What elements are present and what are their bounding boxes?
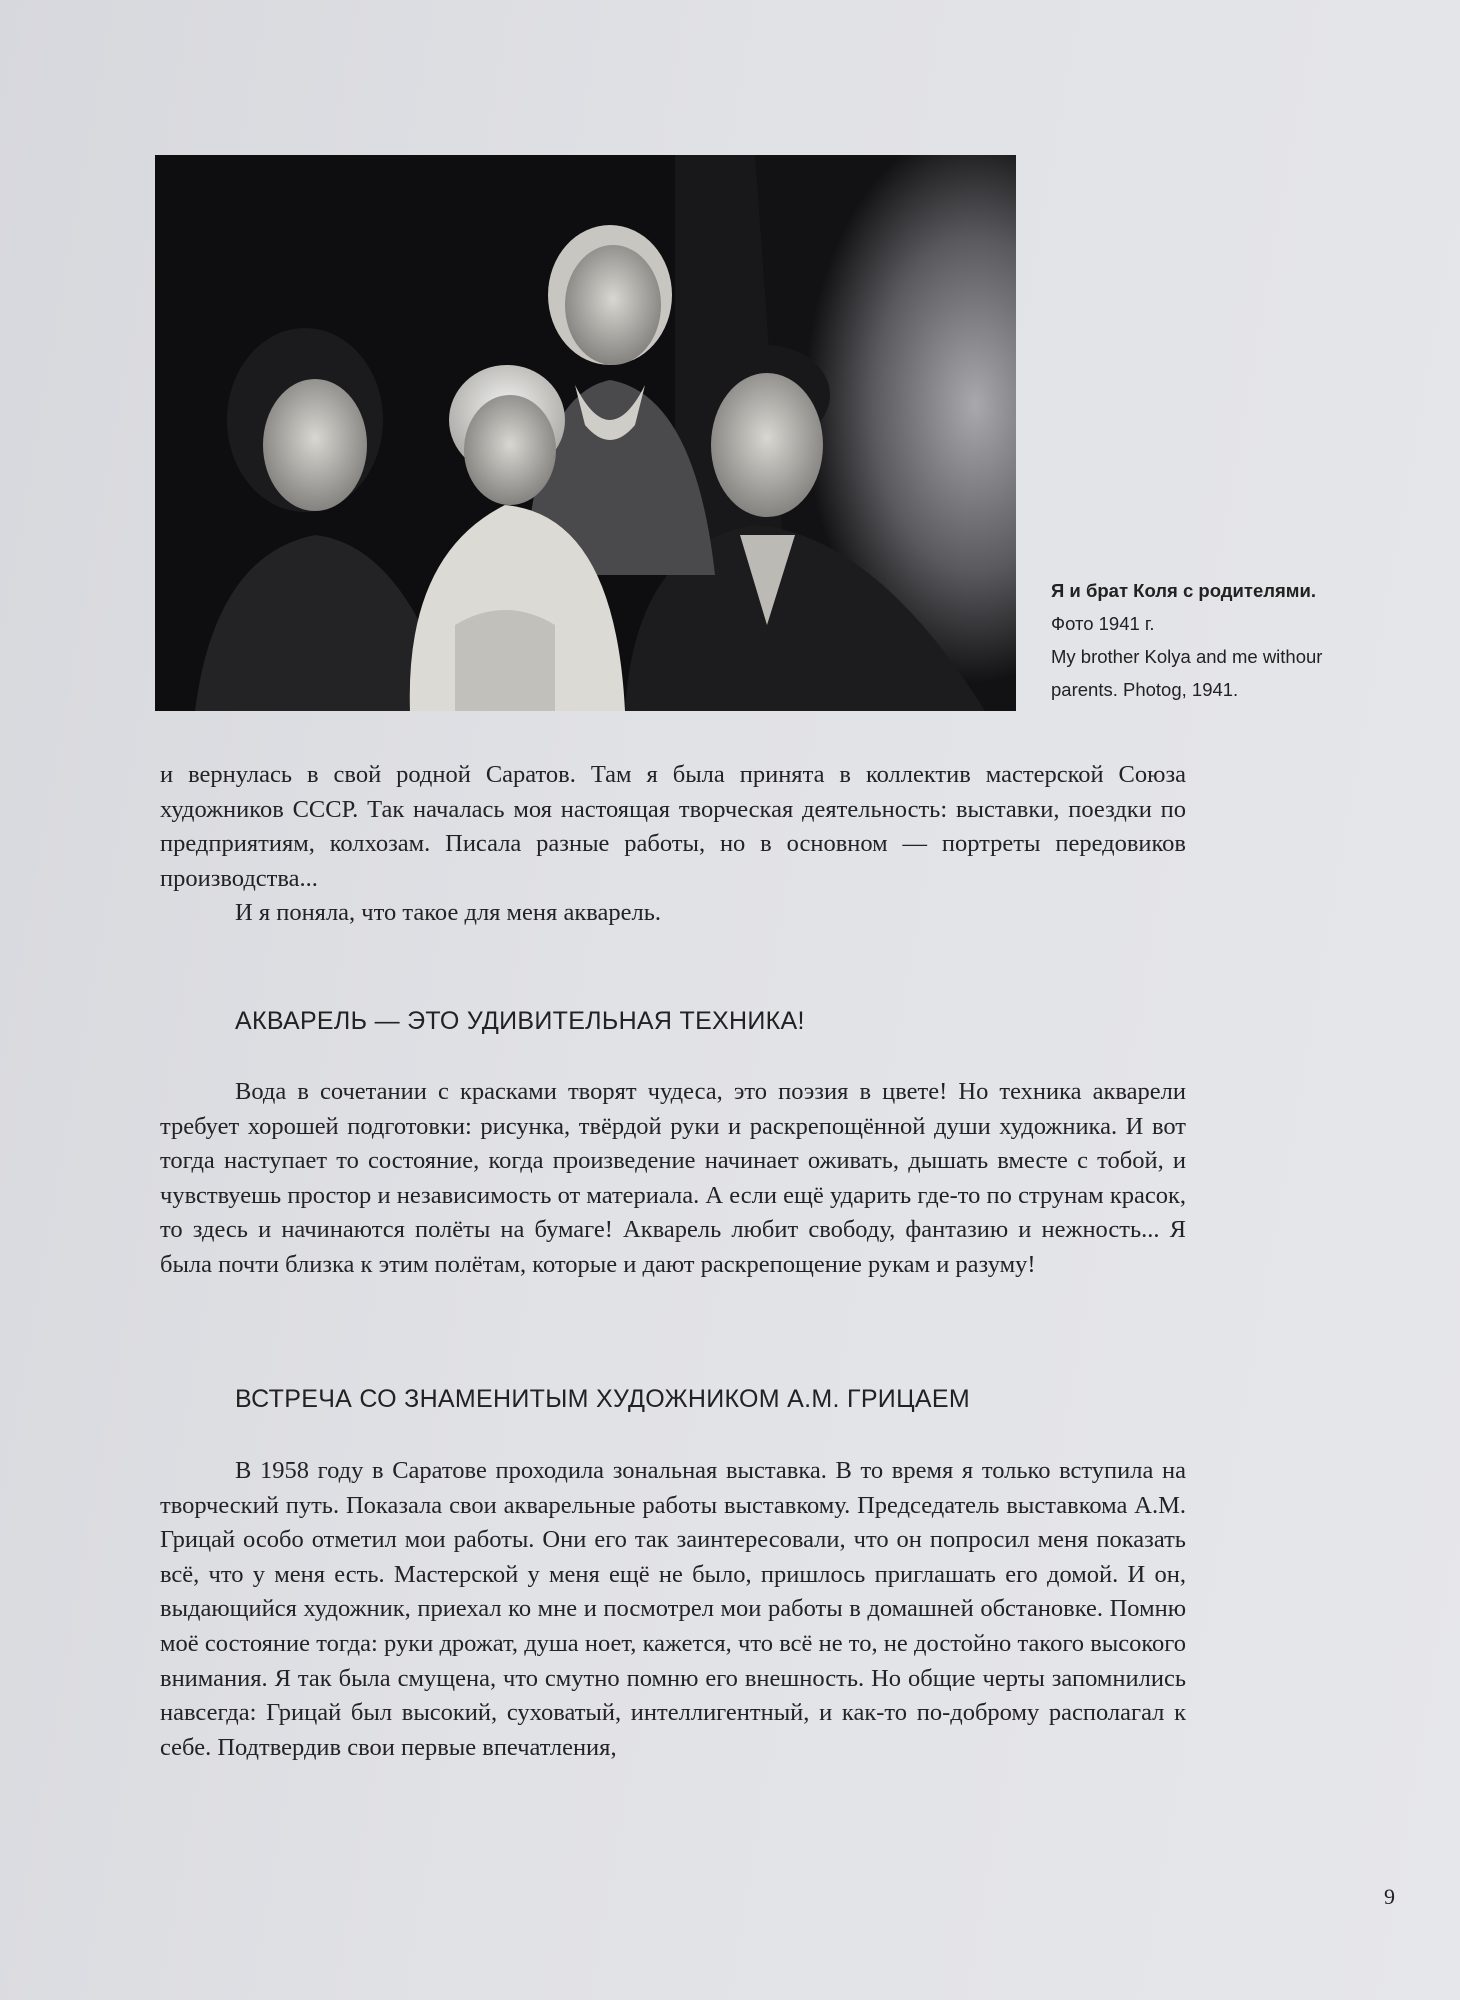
caption-ru-line1: Я и брат Коля с родителями. xyxy=(1051,580,1316,601)
caption-en-line2: parents. Photog, 1941. xyxy=(1051,679,1239,700)
paragraph-2 xyxy=(160,1075,1186,1283)
page-number: 9 xyxy=(1384,1884,1395,1909)
paragraph-1 xyxy=(160,758,1186,931)
photo-caption xyxy=(1051,574,1431,706)
caption-ru-line2: Фото 1941 г. xyxy=(1051,613,1155,634)
paragraph-1b-text: И я поняла, что такое для меня акварель. xyxy=(235,899,661,927)
paragraph-2-text: Вода в сочетании с красками творят чудеса, это поэзия в цвете! Но техника акварели требует хорошей подготовки: рисунка, твёрдой руки и раскрепощённой души художника. И вот тогда наступает то состояние, когда произведение начинает оживать, дышать вместе с тобой, и чувствуешь простор и независимость от материала. А если ещё ударить где-то по струнам красок, то здесь и начинаются полёты на бумаге! Акварель любит свободу, фантазию и нежность... Я была почти близка к этим полётам, которые и дают раскрепощение рукам и разуму! xyxy=(160,1078,1186,1278)
family-photo xyxy=(155,155,1016,711)
paragraph-1-text: и вернулась в свой родной Саратов. Там я была принята в коллектив мастерской Союза художников СССР. Так началась моя настоящая творческая деятельность: выставки, поездки по предприятиям, колхозам. Писала разные работы, но в основном — портреты передовиков производства... xyxy=(160,761,1186,892)
caption-en-line1: My brother Kolya and me withour xyxy=(1051,646,1323,667)
section-heading-meeting: ВСТРЕЧА СО ЗНАМЕНИТЫМ ХУДОЖНИКОМ А.М. ГРИЦАЕМ xyxy=(235,1385,970,1413)
paragraph-3-text: В 1958 году в Саратове проходила зональная выставка. В то время я только вступила на творческий путь. Показала свои акварельные работы выставкому. Председатель выставкома А.М. Грицай особо отметил мои работы. Они его так заинтересовали, что он попросил меня показать всё, что у меня есть. Мастерской у меня ещё не было, пришлось приглашать его домой. И он, выдающийся художник, приехал ко мне и посмотрел мои работы в домашней обстановке. Помню моё состояние тогда: руки дрожат, душа ноет, кажется, что всё не то, не достойно такого высокого внимания. Я так была смущена, что смутно помню его внешность. Но общие черты запомнились навсегда: Грицай был высокий, суховатый, интеллигентный, и как-то по-доброму располагал к себе. Подтвердив свои первые впечатления, xyxy=(160,1457,1186,1761)
section-heading-watercolor: АКВАРЕЛЬ — ЭТО УДИВИТЕЛЬНАЯ ТЕХНИКА! xyxy=(235,1007,805,1035)
family-photo-icon xyxy=(155,155,1016,711)
paragraph-3 xyxy=(160,1454,1186,1765)
